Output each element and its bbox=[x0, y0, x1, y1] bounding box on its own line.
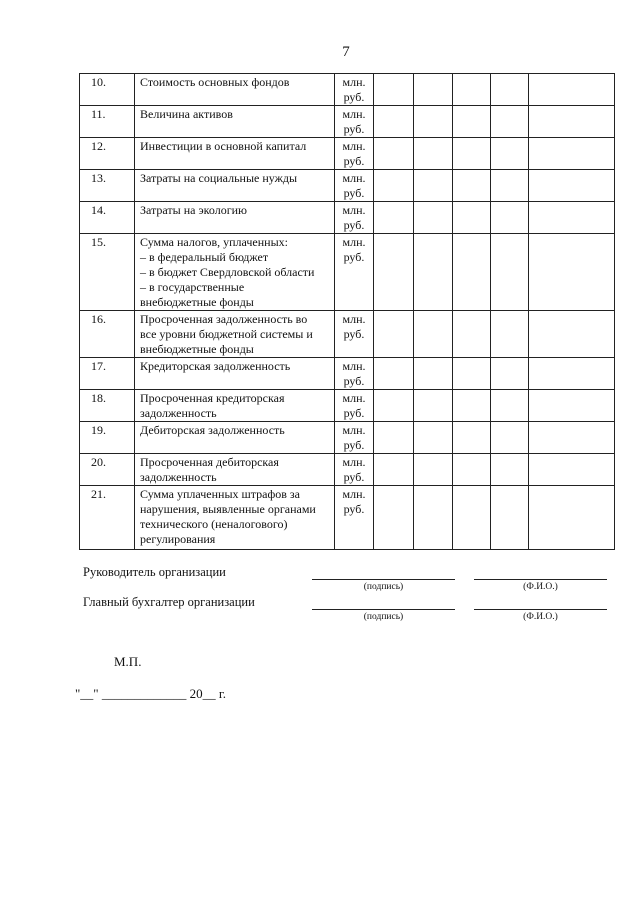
value-cell[interactable] bbox=[374, 311, 414, 358]
unit-cell bbox=[335, 454, 374, 486]
head-name-caption: (Ф.И.О.) bbox=[523, 582, 558, 592]
indicator-name bbox=[135, 454, 335, 486]
accountant-label: Главный бухгалтер организации bbox=[83, 595, 255, 609]
value-cell[interactable] bbox=[491, 422, 529, 454]
unit-cell bbox=[335, 74, 374, 106]
indicator-name bbox=[135, 202, 335, 234]
value-cell[interactable] bbox=[491, 311, 529, 358]
indicator-name bbox=[135, 106, 335, 138]
value-cell[interactable] bbox=[414, 454, 453, 486]
indicator-name bbox=[135, 138, 335, 170]
value-cell[interactable] bbox=[529, 358, 615, 390]
unit-text: млн. руб. bbox=[342, 423, 366, 452]
value-cell[interactable] bbox=[529, 311, 615, 358]
table-row bbox=[80, 234, 615, 311]
unit-text: млн. руб. bbox=[342, 235, 366, 264]
stamp-place: М.П. bbox=[114, 654, 142, 669]
value-cell[interactable] bbox=[453, 170, 491, 202]
indicator-name-text: Сумма налогов, уплаченных: – в федеральный бюджет – в бюджет Свердловской области – в государственные внебюджетные фонды bbox=[140, 235, 315, 309]
unit-cell bbox=[335, 422, 374, 454]
unit-cell bbox=[335, 106, 374, 138]
page-number: 7 bbox=[342, 44, 350, 60]
unit-cell bbox=[335, 311, 374, 358]
unit-text: млн. руб. bbox=[342, 359, 366, 388]
value-cell[interactable] bbox=[414, 390, 453, 422]
table-row bbox=[80, 138, 615, 170]
value-cell[interactable] bbox=[374, 454, 414, 486]
unit-text: млн. руб. bbox=[342, 171, 366, 200]
unit-cell bbox=[335, 138, 374, 170]
unit-text: млн. руб. bbox=[342, 203, 366, 232]
unit-cell bbox=[335, 358, 374, 390]
row-number: 15. bbox=[80, 234, 135, 311]
indicator-name-text: Стоимость основных фондов bbox=[140, 75, 290, 89]
accountant-signature-caption: (подпись) bbox=[363, 612, 404, 622]
indicator-name-text: Затраты на социальные нужды bbox=[140, 171, 298, 185]
table-row bbox=[80, 202, 615, 234]
indicator-name bbox=[135, 358, 335, 390]
indicator-name bbox=[135, 74, 335, 106]
unit-cell bbox=[335, 202, 374, 234]
indicator-name-text: Инвестиции в основной капитал bbox=[140, 139, 307, 153]
value-cell[interactable] bbox=[491, 202, 529, 234]
value-cell[interactable] bbox=[491, 170, 529, 202]
indicator-name bbox=[135, 486, 335, 550]
value-cell[interactable] bbox=[414, 486, 453, 550]
row-number: 14. bbox=[80, 202, 135, 234]
indicator-name bbox=[135, 422, 335, 454]
unit-cell bbox=[335, 234, 374, 311]
value-cell[interactable] bbox=[529, 422, 615, 454]
unit-text: млн. руб. bbox=[342, 75, 366, 104]
table-row bbox=[80, 422, 615, 454]
row-number: 13. bbox=[80, 170, 135, 202]
indicator-name-text: Сумма уплаченных штрафов за нарушения, выявленные органами технического (неналогового) регулирования bbox=[140, 487, 316, 546]
value-cell[interactable] bbox=[491, 106, 529, 138]
value-cell[interactable] bbox=[374, 74, 414, 106]
unit-cell bbox=[335, 390, 374, 422]
value-cell[interactable] bbox=[414, 138, 453, 170]
unit-text: млн. руб. bbox=[342, 107, 366, 136]
row-number: 17. bbox=[80, 358, 135, 390]
value-cell[interactable] bbox=[453, 138, 491, 170]
row-number: 12. bbox=[80, 138, 135, 170]
accountant-name-line[interactable] bbox=[474, 609, 607, 610]
value-cell[interactable] bbox=[491, 234, 529, 311]
value-cell[interactable] bbox=[491, 454, 529, 486]
unit-text: млн. руб. bbox=[342, 391, 366, 420]
value-cell[interactable] bbox=[529, 390, 615, 422]
row-number: 16. bbox=[80, 311, 135, 358]
indicator-name-text: Затраты на экологию bbox=[140, 203, 247, 217]
unit-text: млн. руб. bbox=[342, 487, 366, 516]
value-cell[interactable] bbox=[529, 138, 615, 170]
value-cell[interactable] bbox=[414, 311, 453, 358]
value-cell[interactable] bbox=[414, 422, 453, 454]
value-cell[interactable] bbox=[374, 486, 414, 550]
value-cell[interactable] bbox=[374, 138, 414, 170]
value-cell[interactable] bbox=[414, 202, 453, 234]
value-cell[interactable] bbox=[491, 390, 529, 422]
indicator-name bbox=[135, 234, 335, 311]
value-cell[interactable] bbox=[414, 234, 453, 311]
value-cell[interactable] bbox=[453, 486, 491, 550]
value-cell[interactable] bbox=[374, 390, 414, 422]
row-number: 11. bbox=[80, 106, 135, 138]
report-table bbox=[79, 73, 615, 550]
indicator-name-text: Просроченная кредиторская задолженность bbox=[140, 391, 285, 420]
value-cell[interactable] bbox=[491, 138, 529, 170]
table-row bbox=[80, 170, 615, 202]
value-cell[interactable] bbox=[529, 170, 615, 202]
unit-text: млн. руб. bbox=[342, 312, 366, 341]
value-cell[interactable] bbox=[414, 170, 453, 202]
value-cell[interactable] bbox=[529, 74, 615, 106]
value-cell[interactable] bbox=[491, 358, 529, 390]
date-line: "__" _____________ 20__ г. bbox=[75, 686, 226, 701]
value-cell[interactable] bbox=[374, 422, 414, 454]
table-row bbox=[80, 390, 615, 422]
table-row bbox=[80, 454, 615, 486]
value-cell[interactable] bbox=[529, 454, 615, 486]
value-cell[interactable] bbox=[529, 202, 615, 234]
indicator-name bbox=[135, 170, 335, 202]
head-signature-caption: (подпись) bbox=[363, 582, 404, 592]
value-cell[interactable] bbox=[453, 234, 491, 311]
row-number: 21. bbox=[80, 486, 135, 550]
table-row bbox=[80, 358, 615, 390]
value-cell[interactable] bbox=[453, 106, 491, 138]
accountant-name-caption: (Ф.И.О.) bbox=[523, 612, 558, 622]
indicator-name-text: Кредиторская задолженность bbox=[140, 359, 291, 373]
unit-text: млн. руб. bbox=[342, 455, 366, 484]
accountant-signature-line[interactable] bbox=[312, 609, 455, 610]
value-cell[interactable] bbox=[414, 74, 453, 106]
value-cell[interactable] bbox=[529, 486, 615, 550]
value-cell[interactable] bbox=[374, 170, 414, 202]
unit-cell bbox=[335, 486, 374, 550]
value-cell[interactable] bbox=[453, 311, 491, 358]
value-cell[interactable] bbox=[414, 358, 453, 390]
indicator-name bbox=[135, 390, 335, 422]
value-cell[interactable] bbox=[529, 234, 615, 311]
table-row bbox=[80, 74, 615, 106]
row-number: 18. bbox=[80, 390, 135, 422]
value-cell[interactable] bbox=[491, 486, 529, 550]
table-row bbox=[80, 486, 615, 550]
row-number: 10. bbox=[80, 74, 135, 106]
indicator-name-text: Дебиторская задолженность bbox=[140, 423, 285, 437]
row-number: 19. bbox=[80, 422, 135, 454]
unit-cell bbox=[335, 170, 374, 202]
table-row bbox=[80, 106, 615, 138]
indicator-name-text: Просроченная задолженность во все уровни бюджетной системы и внебюджетные фонды bbox=[140, 312, 313, 356]
value-cell[interactable] bbox=[453, 454, 491, 486]
value-cell[interactable] bbox=[453, 358, 491, 390]
head-name-line[interactable] bbox=[474, 579, 607, 580]
table-row bbox=[80, 311, 615, 358]
value-cell[interactable] bbox=[414, 106, 453, 138]
value-cell[interactable] bbox=[374, 202, 414, 234]
value-cell[interactable] bbox=[374, 106, 414, 138]
indicator-name-text: Просроченная дебиторская задолженность bbox=[140, 455, 279, 484]
indicator-name-text: Величина активов bbox=[140, 107, 233, 121]
head-signature-line[interactable] bbox=[312, 579, 455, 580]
unit-text: млн. руб. bbox=[342, 139, 366, 168]
indicator-name bbox=[135, 311, 335, 358]
value-cell[interactable] bbox=[374, 234, 414, 311]
value-cell[interactable] bbox=[453, 390, 491, 422]
value-cell[interactable] bbox=[453, 74, 491, 106]
value-cell[interactable] bbox=[491, 74, 529, 106]
value-cell[interactable] bbox=[453, 422, 491, 454]
head-label: Руководитель организации bbox=[83, 565, 226, 579]
row-number: 20. bbox=[80, 454, 135, 486]
value-cell[interactable] bbox=[453, 202, 491, 234]
value-cell[interactable] bbox=[374, 358, 414, 390]
value-cell[interactable] bbox=[529, 106, 615, 138]
